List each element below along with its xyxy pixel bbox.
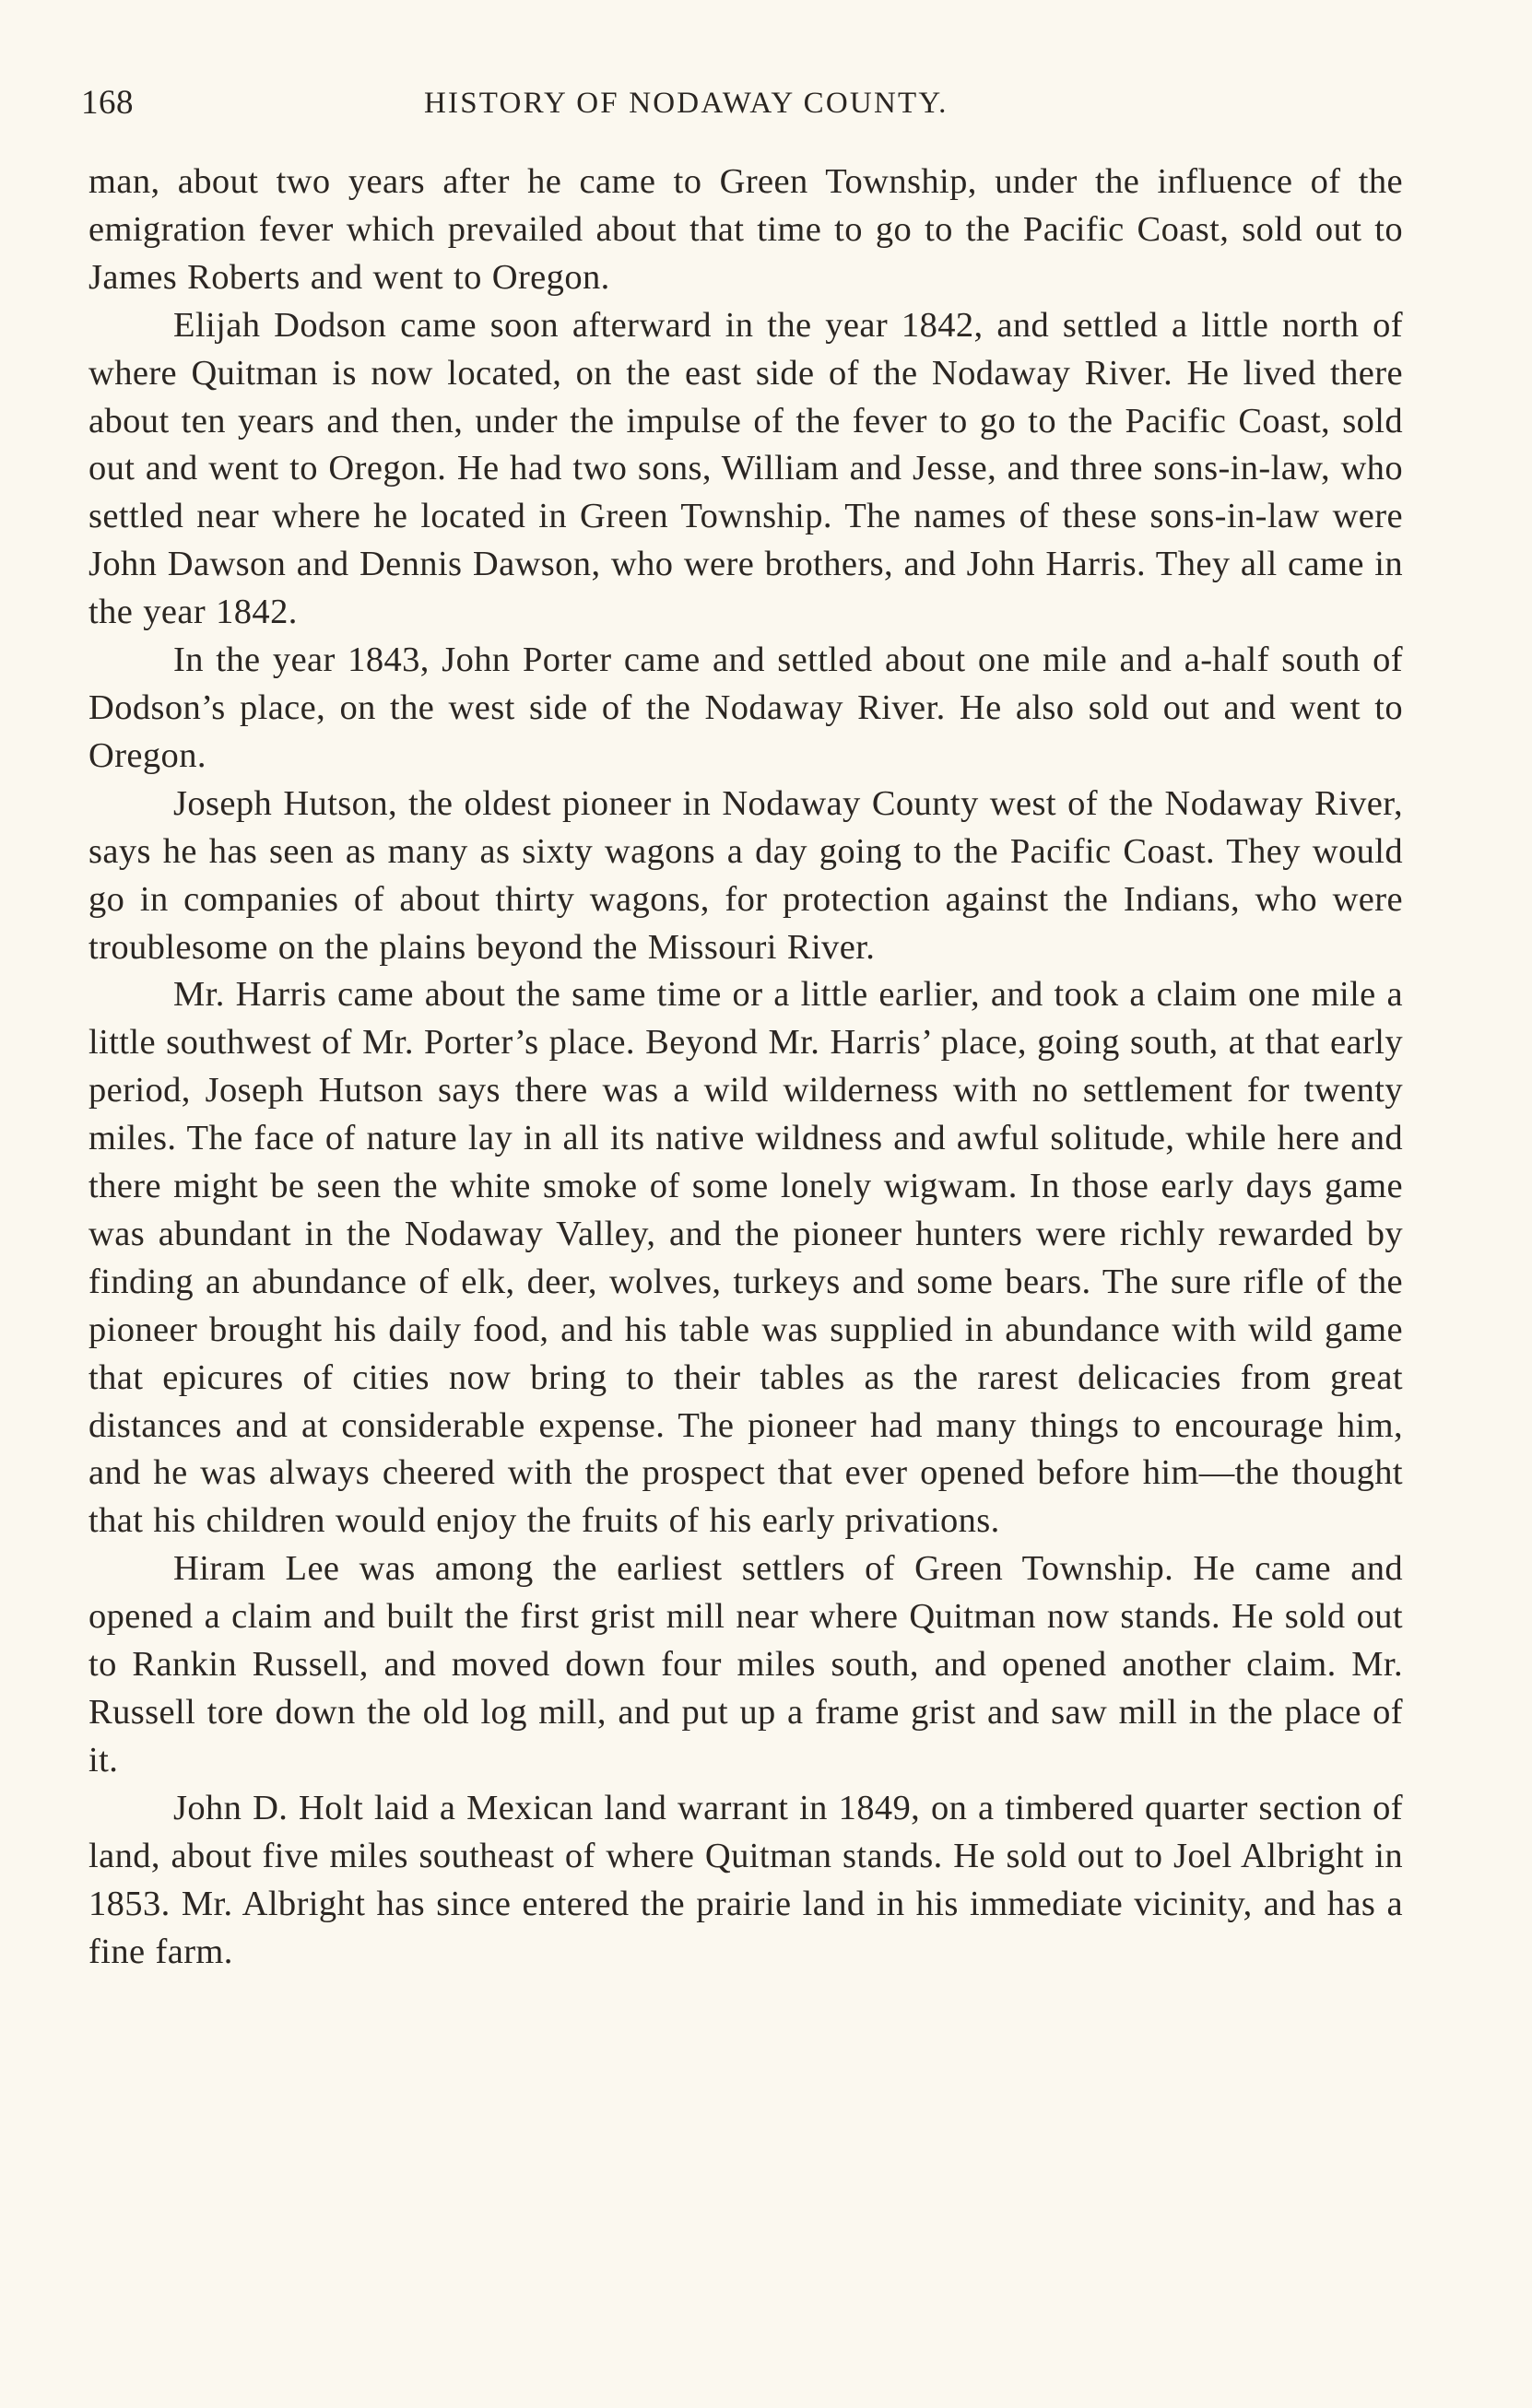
body-text	[88, 159, 1403, 1976]
paragraph-hiram-lee: Hiram Lee was among the earliest settlers of Green Township. He came and opened a claim and built the first grist mill near where Quitman now stands. He sold out to Rankin Russell, and moved down four miles south, and opened another claim. Mr. Russell tore down the old log mill, and put up a frame grist and saw mill in the place of it.	[88, 1549, 1403, 1780]
paragraph-elijah-dodson: Elijah Dodson came soon afterward in the year 1842, and settled a little north of where Quitman is now located, on the east side of the Nodaway River. He lived there about ten years and then, under the impulse of the fever to go to the Pacific Coast, sold out and went to Oregon. He had two sons, William and Jesse, and three sons-in-law, who settled near where he located in Green Township. The names of these sons-in-law were John Dawson and Dennis Dawson, who were brothers, and John Harris. They all came in the year 1842.	[88, 305, 1403, 632]
running-head	[81, 81, 1444, 125]
page-number: 168	[81, 84, 134, 122]
paragraph-joseph-hutson: Joseph Hutson, the oldest pioneer in Nodaway County west of the Nodaway River, says he has seen as many as sixty wagons a day going to the Pacific Coast. They would go in companies of about thirty wagons, for protection against the Indians, who were troublesome on the plains beyond the Missouri River.	[88, 783, 1403, 967]
page-header-title: HISTORY OF NODAWAY COUNTY.	[424, 87, 949, 120]
paragraph-mr-harris: Mr. Harris came about the same time or a little earlier, and took a claim one mile a little southwest of Mr. Porter’s place. Beyond Mr. Harris’ place, going south, at that early period, Joseph Hutson says there was a wild wilderness with no settlement for twenty miles. The face of nature lay in all its native wildness and awful solitude, while here and there might be seen the white smoke of some lonely wigwam. In those early days game was abundant in the Nodaway Valley, and the pioneer hunters were richly rewarded by finding an abundance of elk, deer, wolves, turkeys and some bears. The sure rifle of the pioneer brought his daily food, and his table was supplied in abundance with wild game that epicures of cities now bring to their tables as the rarest delicacies from great distances and at considerable expense. The pioneer had many things to encourage him, and he was always cheered with the prospect that ever opened before him—the thought that his children would enjoy the fruits of his early privations.	[88, 975, 1403, 1541]
paragraph-john-porter: In the year 1843, John Porter came and settled about one mile and a-half south of Dodson’s place, on the west side of the Nodaway River. He also sold out and went to Oregon.	[88, 640, 1403, 775]
paragraph-john-holt: John D. Holt laid a Mexican land warrant in 1849, on a timbered quarter section of land, about five miles southeast of where Quitman stands. He sold out to Joel Albright in 1853. Mr. Albright has since entered the prairie land in his immediate vicinity, and has a fine farm.	[88, 1788, 1403, 1971]
paragraph-continued: man, about two years after he came to Green Township, under the influence of the emigration fever which prevailed about that time to go to the Pacific Coast, sold out to James Roberts and went to Oregon.	[88, 162, 1403, 297]
